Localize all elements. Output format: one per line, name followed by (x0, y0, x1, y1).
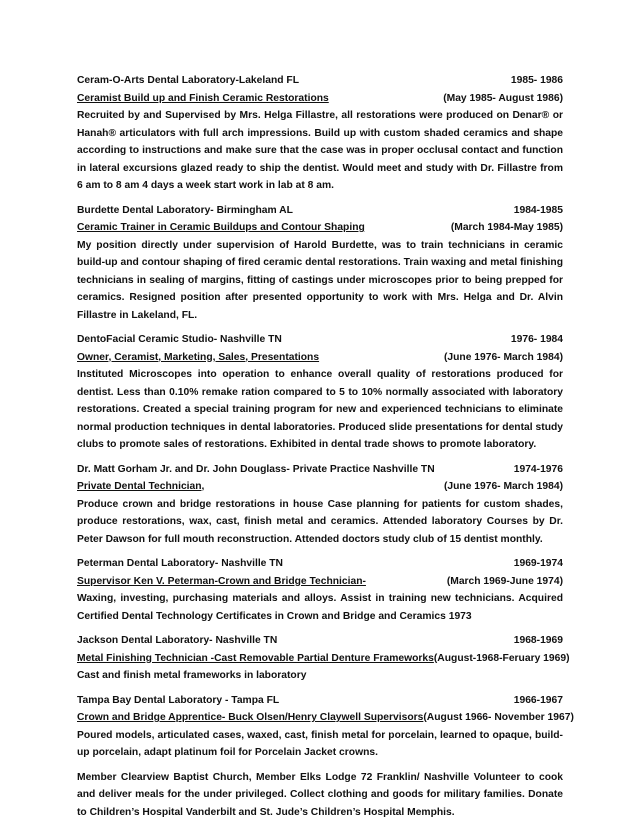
role-line (77, 573, 563, 591)
job-description: Poured models, articulated cases, waxed, cast, finish metal for porcelain, learned to opaque, build-up porcelain, adapt platinum foil for Porcelain Jacket crowns. (77, 729, 563, 758)
job-description: Waxing, investing, purchasing materials and alloys. Assist in training new technicians. Acquired Certified Dental Technology Certificates in Crown and Bridge and Ceramics 1973 (77, 593, 563, 622)
role-dates: (August 1966- November 1967) (423, 712, 574, 723)
community-involvement: Member Clearview Baptist Church, Member Elks Lodge 72 Franklin/ Nashville Volunteer to cook and deliver meals for the under privileged. Collect clothing and goods for military families. Donate to Children’s Hospital Vanderbilt and St. Jude’s Children’s Hospital Memphis. (77, 771, 563, 818)
role-dates: (August-1968-Feruary 1969) (433, 652, 570, 664)
job-description: Recruited by and Supervised by Mrs. Helga Fillastre, all restorations were produced on Denar® or Hanah® articulators with full arch impressions. Build up with custom shaded ceramics and shape according to instructions and make sure that the case was in proper occlusal contact and function in lateral excursions glazed ready to ship the dentist. Would meet and study with Dr. Fillastre from 6 am to 8 am 4 days a week start work in lab at 8 am. (77, 110, 563, 191)
role-line (77, 478, 563, 496)
employment-years: 1974-1976 (513, 463, 563, 475)
resume-page (77, 72, 574, 821)
employer-name: Jackson Dental Laboratory- Nashville TN (77, 635, 278, 646)
employer-line (77, 632, 563, 650)
role-line (77, 219, 563, 237)
employer-name: Tampa Bay Dental Laboratory - Tampa FL (77, 694, 280, 706)
job-description: Cast and finish metal frameworks in laboratory (77, 670, 307, 681)
job-entry (77, 331, 563, 454)
role-dates: (June 1976- March 1984) (443, 351, 563, 363)
role-dates: (May 1985- August 1986) (443, 92, 563, 104)
role-line (77, 709, 574, 727)
employment-years: 1969-1974 (513, 558, 563, 569)
employer-name: Ceram-O-Arts Dental Laboratory-Lakeland FL (77, 75, 299, 86)
employer-name: Dr. Matt Gorham Jr. and Dr. John Douglass- Private Practice Nashville TN (77, 463, 435, 475)
employer-line (77, 331, 563, 349)
job-role: Owner, Ceramist, Marketing, Sales, Presentations (77, 351, 320, 363)
job-entry (77, 202, 563, 325)
job-entry (77, 461, 563, 549)
job-description: My position directly under supervision of Harold Burdette, was to train technicians in ceramic build-up and contour shaping of fired ceramic dental restorations. Train waxing and metal finishing technicians in sealing of margins, fitting of castings under microscopes prior to being prepped for ceramics. Resigned position after presented opportunity to work with Mrs. Helga and Dr. Alvin Fillastre in Lakeland, FL. (77, 239, 563, 321)
job-entry (77, 692, 574, 762)
job-role: Ceramic Trainer in Ceramic Buildups and Contour Shaping (77, 222, 365, 233)
employer-line (77, 692, 563, 710)
role-dates: (June 1976- March 1984) (443, 481, 563, 492)
employer-line (77, 202, 563, 220)
role-line (77, 650, 570, 668)
job-entry (77, 555, 563, 625)
role-dates: (March 1984-May 1985) (450, 222, 563, 233)
employment-years: 1984-1985 (513, 204, 563, 216)
job-role: Crown and Bridge Apprentice- Buck Olsen/Henry Claywell Supervisors (77, 712, 424, 723)
job-role: Supervisor Ken V. Peterman-Crown and Bridge Technician- (77, 575, 366, 587)
employer-line (77, 72, 563, 90)
employment-years: 1966-1967 (513, 694, 563, 706)
job-description: Produce crown and bridge restorations in house Case planning for patients for custom shades, produce restorations, wax, cast, finish metal and ceramics. Attended laboratory Courses by Dr. Peter Dawson for full mouth reconstruction. Attended doctors study club of 15 dentist monthly. (77, 498, 563, 545)
job-role: Private Dental Technician, (77, 481, 205, 492)
employment-years: 1968-1969 (513, 635, 563, 646)
job-role: Metal Finishing Technician -Cast Removable Partial Denture Frameworks (77, 652, 434, 664)
job-description: Instituted Microscopes into operation to enhance overall quality of restorations produced for dentist. Less than 0.10% remake ration compared to 5 to 10% normally associated with laboratory restorations. Created a special training program for new and experienced technicians to eliminate normal production techniques in dental laboratories. Produced slide presentations for dental study clubs to promote sales of restorations. Exhibited in dental trade shows to promote laboratory. (77, 369, 563, 450)
employer-name: Peterman Dental Laboratory- Nashville TN (77, 558, 283, 569)
employment-years: 1976- 1984 (510, 334, 563, 345)
employer-line (77, 555, 563, 573)
employer-name: DentoFacial Ceramic Studio- Nashville TN (77, 334, 282, 345)
employer-name: Burdette Dental Laboratory- Birmingham AL (77, 204, 293, 216)
role-line (77, 349, 563, 367)
employment-years: 1985- 1986 (510, 75, 563, 86)
job-entry (77, 72, 563, 195)
job-entry (77, 632, 570, 685)
job-role: Ceramist Build up and Finish Ceramic Restorations (77, 92, 329, 104)
employer-line (77, 461, 563, 479)
role-line (77, 90, 563, 108)
role-dates: (March 1969-June 1974) (446, 575, 563, 587)
